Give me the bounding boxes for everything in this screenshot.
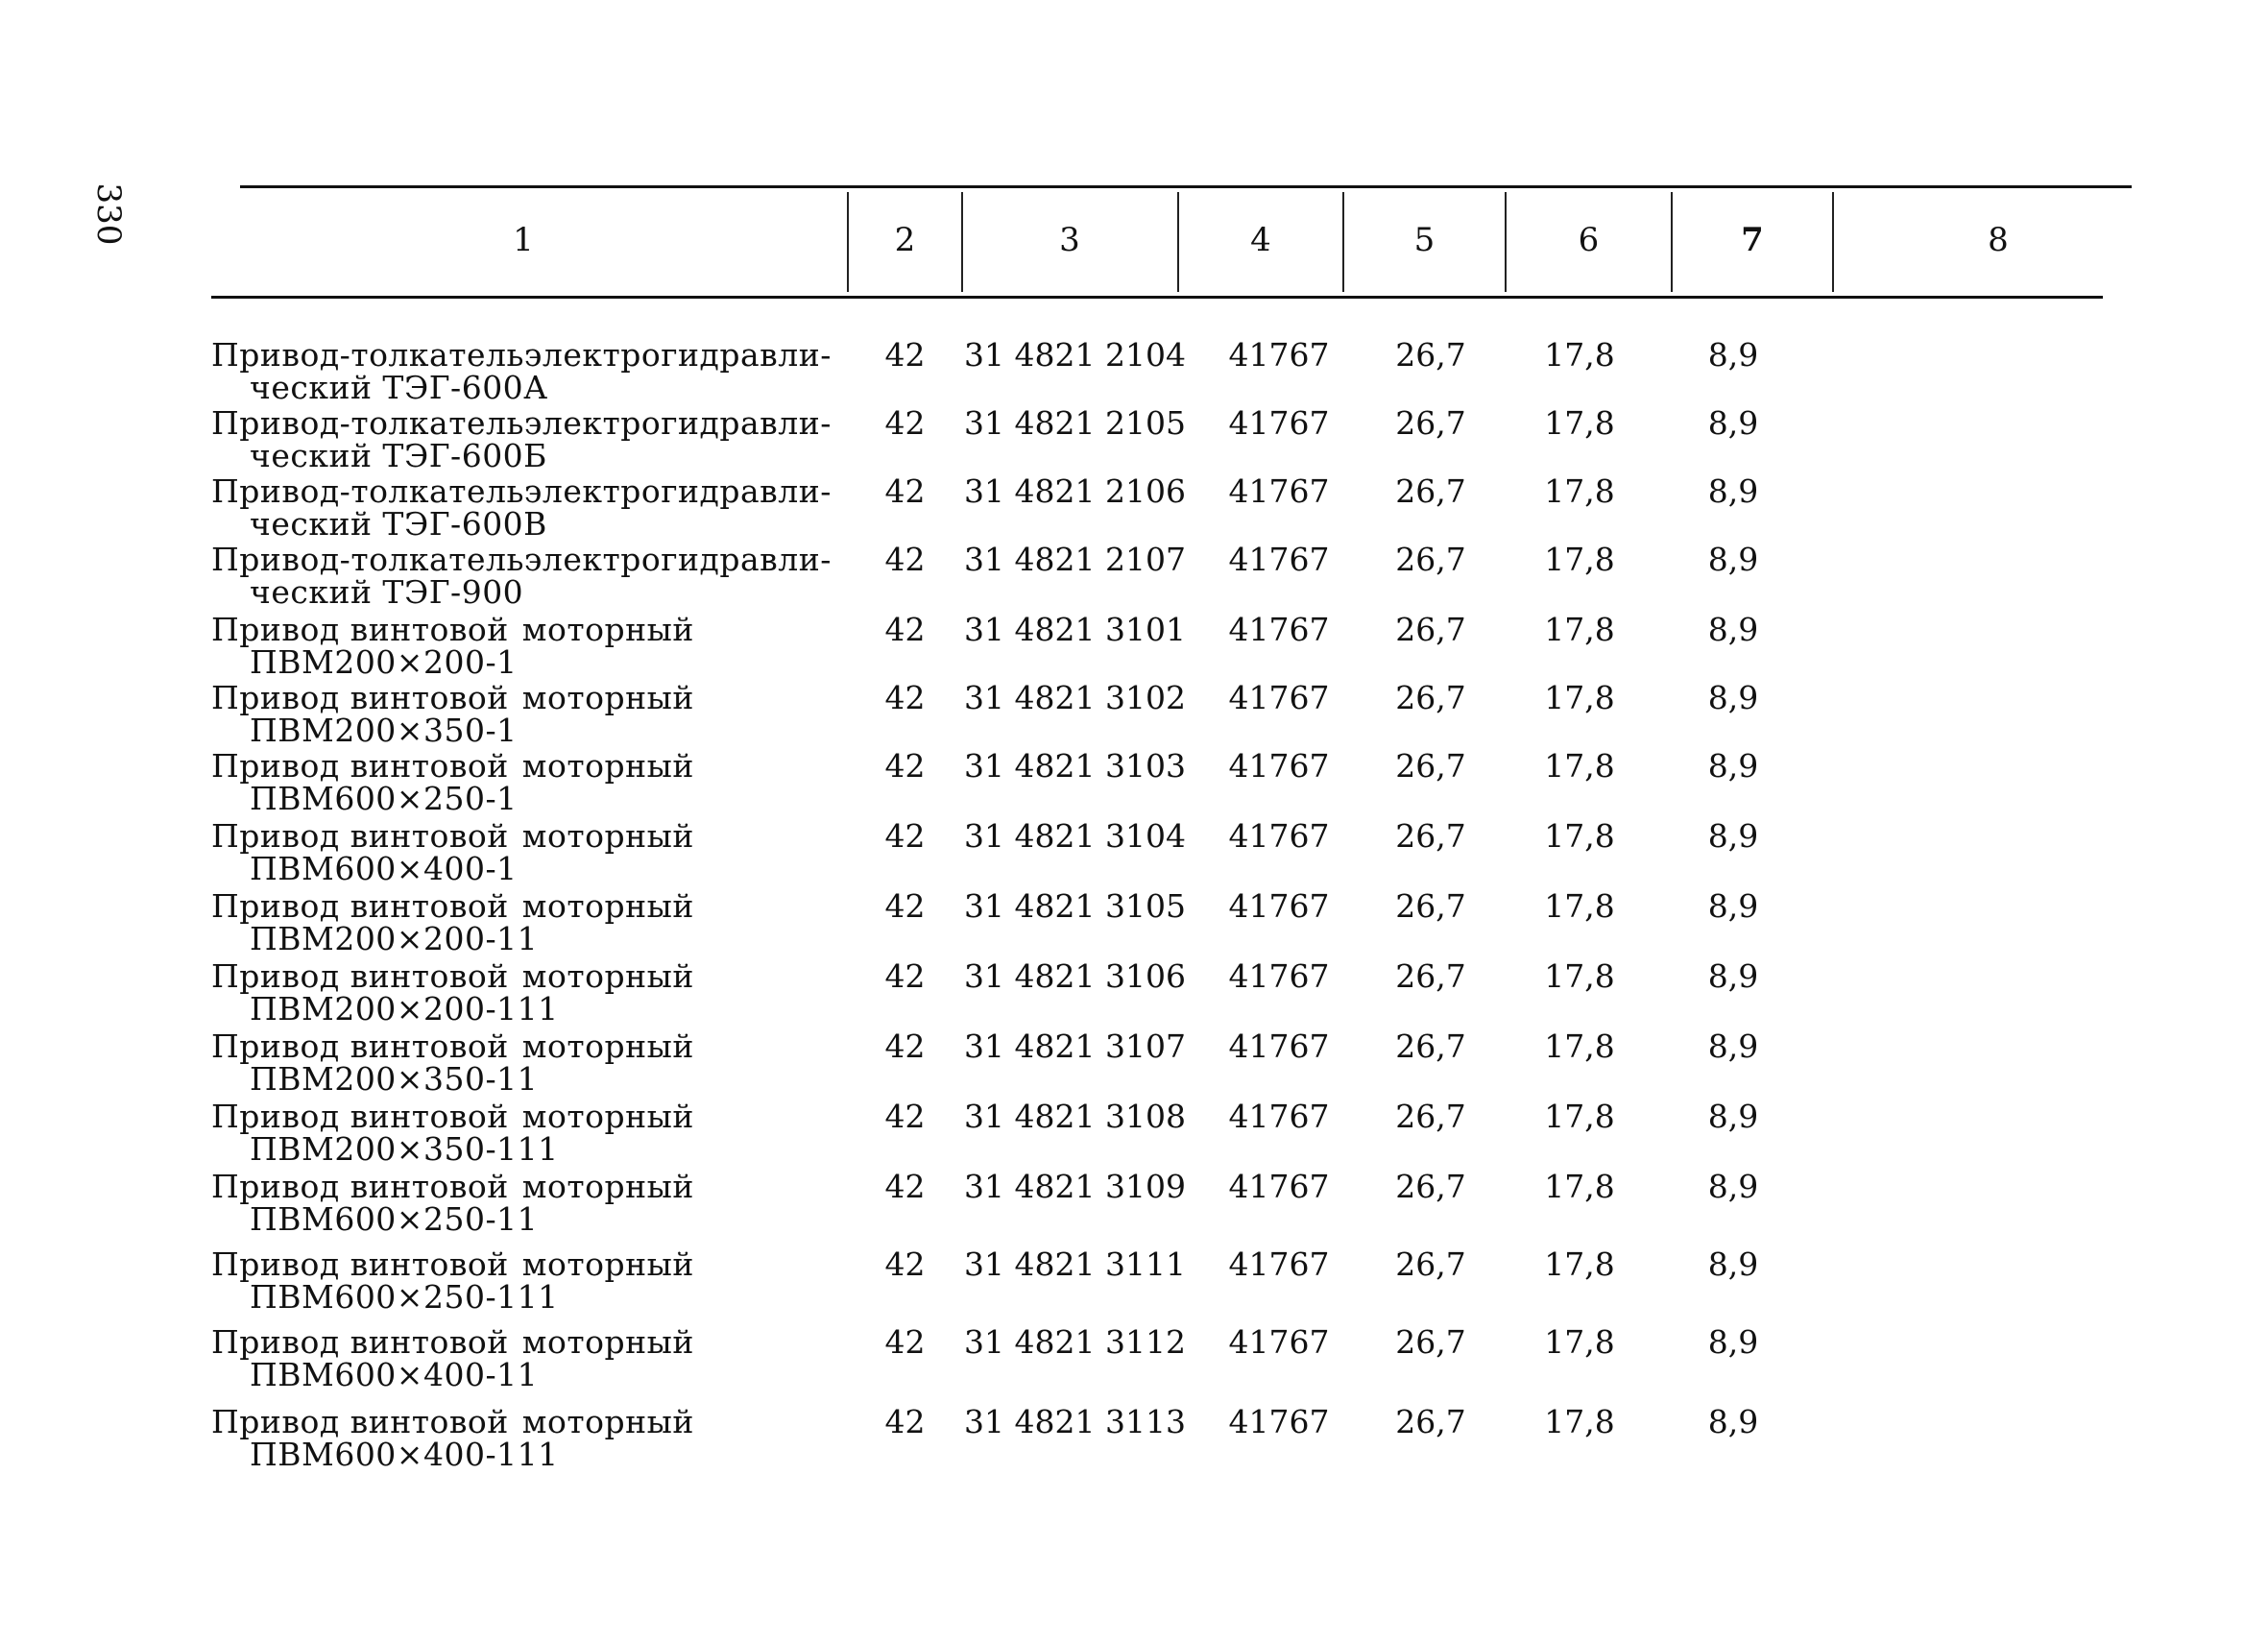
cell-col-6: 17,8 (1544, 747, 1615, 785)
item-name: Привод винтовой моторный ПВМ200×350-1 (211, 679, 694, 749)
cell-col-5: 26,7 (1395, 1245, 1466, 1283)
cell-col-5: 26,7 (1395, 1028, 1466, 1065)
header-bottom-rule (211, 296, 2103, 299)
cell-col-3: 31 4821 3106 (964, 957, 1186, 995)
cell-col-7: 8,9 (1707, 957, 1759, 995)
cell-col-6: 17,8 (1544, 541, 1615, 578)
column-divider (1342, 192, 1344, 292)
cell-col-5: 26,7 (1395, 611, 1466, 648)
cell-col-2: 42 (884, 336, 926, 374)
cell-col-6: 17,8 (1544, 1098, 1615, 1135)
item-name: Привод-толкатель электрогидравли- ческий ТЭГ-600В (211, 472, 832, 543)
cell-col-6: 17,8 (1544, 1403, 1615, 1440)
cell-col-2: 42 (884, 1323, 926, 1361)
cell-col-4: 41767 (1228, 817, 1330, 855)
cell-col-3: 31 4821 3107 (964, 1028, 1186, 1065)
cell-col-7: 8,9 (1707, 336, 1759, 374)
column-header-4: 4 (1250, 221, 1271, 259)
table-row (0, 611, 2268, 683)
cell-col-4: 41767 (1228, 611, 1330, 648)
cell-col-5: 26,7 (1395, 336, 1466, 374)
cell-col-6: 17,8 (1544, 887, 1615, 925)
cell-col-5: 26,7 (1395, 1098, 1466, 1135)
item-name: Привод винтовой моторный ПВМ200×350-111 (211, 1098, 694, 1168)
table-row (0, 747, 2268, 819)
cell-col-2: 42 (884, 887, 926, 925)
cell-col-7: 8,9 (1707, 747, 1759, 785)
cell-col-7: 8,9 (1707, 541, 1759, 578)
cell-col-6: 17,8 (1544, 404, 1615, 442)
cell-col-6: 17,8 (1544, 472, 1615, 510)
cell-col-4: 41767 (1228, 404, 1330, 442)
cell-col-4: 41767 (1228, 541, 1330, 578)
item-name: Привод винтовой моторный ПВМ600×250-1 (211, 747, 694, 817)
cell-col-5: 26,7 (1395, 404, 1466, 442)
cell-col-2: 42 (884, 957, 926, 995)
column-header-6: 6 (1578, 221, 1600, 259)
cell-col-4: 41767 (1228, 1168, 1330, 1205)
column-header-7: 7 (1741, 221, 1764, 259)
cell-col-2: 42 (884, 472, 926, 510)
cell-col-3: 31 4821 3103 (964, 747, 1186, 785)
cell-col-6: 17,8 (1544, 1028, 1615, 1065)
cell-col-4: 41767 (1228, 747, 1330, 785)
cell-col-5: 26,7 (1395, 1403, 1466, 1440)
table-row (0, 679, 2268, 751)
cell-col-3: 31 4821 3105 (964, 887, 1186, 925)
table-row (0, 957, 2268, 1029)
cell-col-7: 8,9 (1707, 817, 1759, 855)
cell-col-7: 8,9 (1707, 472, 1759, 510)
cell-col-6: 17,8 (1544, 679, 1615, 716)
cell-col-4: 41767 (1228, 957, 1330, 995)
cell-col-4: 41767 (1228, 472, 1330, 510)
table-row (0, 1323, 2268, 1395)
cell-col-3: 31 4821 3111 (964, 1245, 1186, 1283)
cell-col-2: 42 (884, 1168, 926, 1205)
cell-col-6: 17,8 (1544, 1323, 1615, 1361)
cell-col-4: 41767 (1228, 887, 1330, 925)
column-divider (1832, 192, 1834, 292)
cell-col-2: 42 (884, 1098, 926, 1135)
cell-col-2: 42 (884, 611, 926, 648)
cell-col-7: 8,9 (1707, 1245, 1759, 1283)
column-divider (961, 192, 963, 292)
cell-col-6: 17,8 (1544, 957, 1615, 995)
cell-col-3: 31 4821 2106 (964, 472, 1186, 510)
table-row (0, 1030, 2268, 1100)
column-header-8: 8 (1988, 221, 2009, 259)
cell-col-5: 26,7 (1395, 1168, 1466, 1205)
column-divider (847, 192, 849, 292)
cell-col-7: 8,9 (1707, 1403, 1759, 1440)
cell-col-2: 42 (884, 404, 926, 442)
column-header-1: 1 (513, 221, 534, 259)
cell-col-5: 26,7 (1395, 541, 1466, 578)
item-name: Привод винтовой моторный ПВМ200×200-11 (211, 887, 694, 957)
table-row (0, 1100, 2268, 1170)
cell-col-6: 17,8 (1544, 336, 1615, 374)
cell-col-3: 31 4821 2104 (964, 336, 1186, 374)
table-row (0, 817, 2268, 889)
cell-col-2: 42 (884, 817, 926, 855)
item-name: Привод винтовой моторный ПВМ600×400-11 (211, 1323, 694, 1393)
cell-col-3: 31 4821 2107 (964, 541, 1186, 578)
table-row (0, 887, 2268, 959)
cell-col-3: 31 4821 2105 (964, 404, 1186, 442)
cell-col-7: 8,9 (1707, 1168, 1759, 1205)
cell-col-5: 26,7 (1395, 817, 1466, 855)
cell-col-7: 8,9 (1707, 611, 1759, 648)
table-row (0, 541, 2268, 613)
table-row (0, 472, 2268, 544)
column-header-5: 5 (1413, 221, 1436, 259)
table-row (0, 336, 2268, 408)
cell-col-5: 26,7 (1395, 957, 1466, 995)
cell-col-4: 41767 (1228, 1245, 1330, 1283)
cell-col-7: 8,9 (1707, 679, 1759, 716)
item-name: Привод винтовой моторный ПВМ600×250-11 (211, 1168, 694, 1238)
item-name: Привод винтовой моторный ПВМ600×250-111 (211, 1245, 694, 1316)
table-row (0, 1245, 2268, 1318)
cell-col-3: 31 4821 3112 (964, 1323, 1186, 1361)
table-row (0, 404, 2268, 476)
cell-col-4: 41767 (1228, 1028, 1330, 1065)
cell-col-7: 8,9 (1707, 1028, 1759, 1065)
cell-col-2: 42 (884, 1403, 926, 1440)
cell-col-4: 41767 (1228, 679, 1330, 716)
item-name: Привод винтовой моторный ПВМ200×200-1 (211, 611, 694, 681)
cell-col-5: 26,7 (1395, 472, 1466, 510)
cell-col-3: 31 4821 3108 (964, 1098, 1186, 1135)
cell-col-2: 42 (884, 541, 926, 578)
cell-col-5: 26,7 (1395, 887, 1466, 925)
column-header-3: 3 (1059, 221, 1080, 259)
cell-col-4: 41767 (1228, 1323, 1330, 1361)
table-top-rule (240, 185, 2132, 188)
cell-col-5: 26,7 (1395, 679, 1466, 716)
cell-col-3: 31 4821 3104 (964, 817, 1186, 855)
column-divider (1671, 192, 1673, 292)
item-name: Привод-толкатель электрогидравли- ческий ТЭГ-600Б (211, 404, 832, 474)
page-number: 330 (89, 182, 128, 246)
item-name: Привод-толкатель электрогидравли- ческий ТЭГ-600А (211, 336, 832, 406)
cell-col-5: 26,7 (1395, 1323, 1466, 1361)
cell-col-2: 42 (884, 679, 926, 716)
cell-col-3: 31 4821 3109 (964, 1168, 1186, 1205)
cell-col-7: 8,9 (1707, 1323, 1759, 1361)
cell-col-4: 41767 (1228, 1098, 1330, 1135)
cell-col-6: 17,8 (1544, 817, 1615, 855)
column-divider (1505, 192, 1507, 292)
table-row (0, 1403, 2268, 1475)
cell-col-7: 8,9 (1707, 1098, 1759, 1135)
item-name: Привод-толкатель электрогидравли- ческий ТЭГ-900 (211, 541, 832, 611)
item-name: Привод винтовой моторный ПВМ600×400-111 (211, 1403, 694, 1473)
cell-col-6: 17,8 (1544, 611, 1615, 648)
cell-col-3: 31 4821 3102 (964, 679, 1186, 716)
cell-col-6: 17,8 (1544, 1168, 1615, 1205)
cell-col-2: 42 (884, 747, 926, 785)
cell-col-6: 17,8 (1544, 1245, 1615, 1283)
item-name: Привод винтовой моторный ПВМ200×200-111 (211, 957, 694, 1028)
cell-col-2: 42 (884, 1028, 926, 1065)
cell-col-7: 8,9 (1707, 404, 1759, 442)
column-divider (1177, 192, 1179, 292)
cell-col-3: 31 4821 3113 (964, 1403, 1186, 1440)
item-name: Привод винтовой моторный ПВМ200×350-11 (211, 1028, 694, 1098)
cell-col-7: 8,9 (1707, 887, 1759, 925)
cell-col-5: 26,7 (1395, 747, 1466, 785)
cell-col-2: 42 (884, 1245, 926, 1283)
cell-col-3: 31 4821 3101 (964, 611, 1186, 648)
cell-col-4: 41767 (1228, 336, 1330, 374)
item-name: Привод винтовой моторный ПВМ600×400-1 (211, 817, 694, 887)
cell-col-4: 41767 (1228, 1403, 1330, 1440)
column-header-2: 2 (894, 221, 916, 259)
table-row (0, 1168, 2268, 1240)
